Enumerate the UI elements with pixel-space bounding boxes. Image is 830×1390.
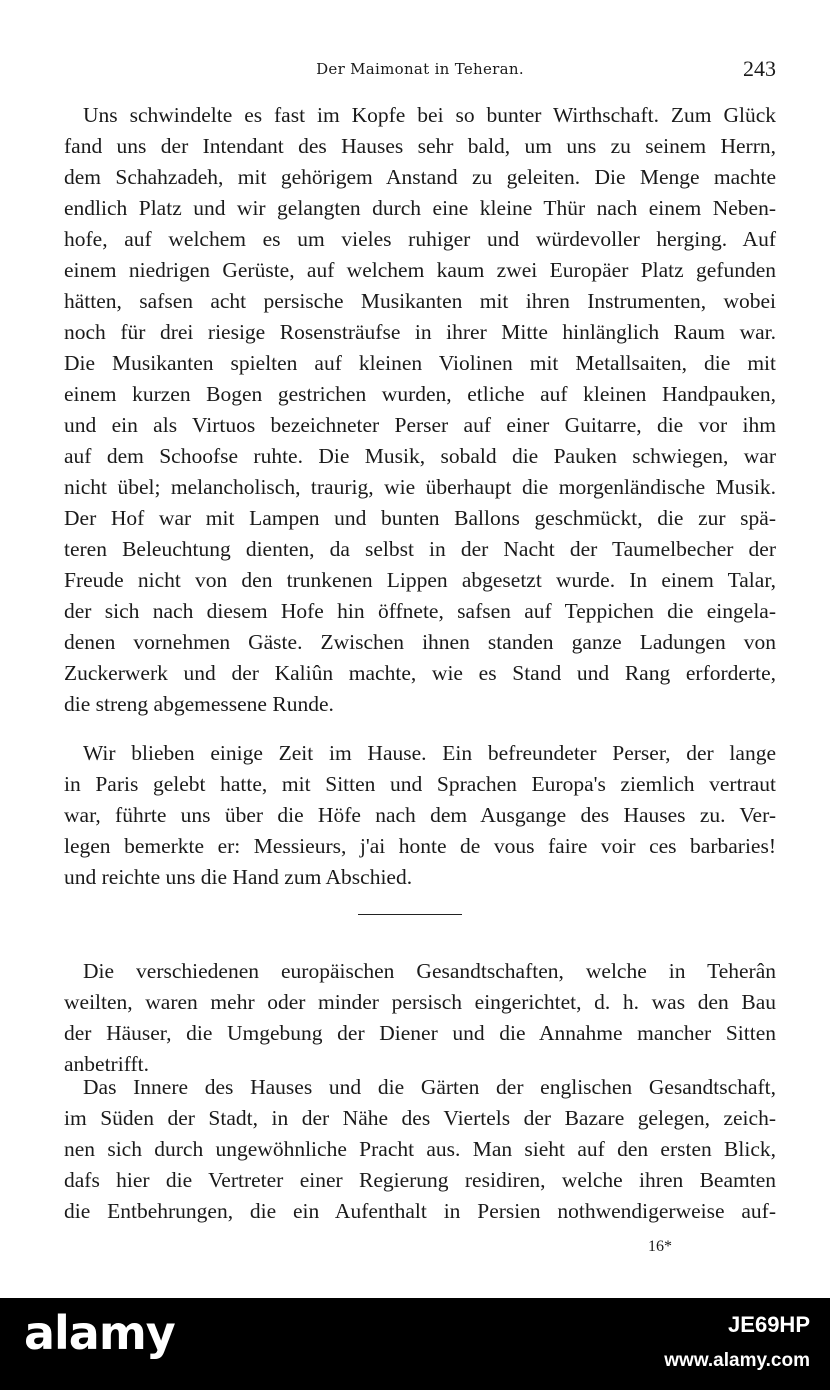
text-line: der Häuser, die Umgebung der Diener und die Annahme mancher Sitten: [64, 1021, 776, 1045]
text-line: einem niedrigen Gerüste, auf welchem kaum zwei Europäer Platz gefunden: [64, 258, 776, 282]
section-separator-rule: [358, 914, 462, 915]
text-line: dem Schahzadeh, mit gehörigem Anstand zu geleiten. Die Menge machte: [64, 165, 776, 189]
watermark-url: www.alamy.com: [664, 1350, 810, 1371]
text-line: Uns schwindelte es fast im Kopfe bei so bunter Wirthschaft. Zum Glück: [83, 103, 776, 127]
paragraph-2: [64, 738, 776, 893]
text-line: dafs hier die Vertreter einer Regierung residiren, welche ihren Beamten: [64, 1168, 776, 1192]
text-line: nicht übel; melancholisch, traurig, wie überhaupt die morgenländische Musik.: [64, 475, 776, 499]
text-line: weilten, waren mehr oder minder persisch eingerichtet, d. h. was den Bau: [64, 990, 776, 1014]
text-line: denen vornehmen Gäste. Zwischen ihnen standen ganze Ladungen von: [64, 630, 776, 654]
text-line: noch für drei riesige Rosensträufse in ihrer Mitte hinlänglich Raum war.: [64, 320, 776, 344]
text-line: anbetrifft.: [64, 1052, 149, 1076]
text-line: Die verschiedenen europäischen Gesandtschaften, welche in Teherân: [83, 959, 776, 983]
text-line: Die Musikanten spielten auf kleinen Violinen mit Metallsaiten, die mit: [64, 351, 776, 375]
text-line: endlich Platz und wir gelangten durch eine kleine Thür nach einem Neben-: [64, 196, 776, 220]
watermark-bar: [0, 1298, 830, 1390]
text-line: und ein als Virtuos bezeichneter Perser auf einer Guitarre, die vor ihm: [64, 413, 776, 437]
text-line: hofe, auf welchem es um vieles ruhiger und würdevoller herging. Auf: [64, 227, 776, 251]
text-line: hätten, safsen acht persische Musikanten mit ihren Instrumenten, wobei: [64, 289, 776, 313]
text-line: die Entbehrungen, die ein Aufenthalt in Persien nothwendigerweise auf-: [64, 1199, 776, 1223]
paragraph-3: [64, 956, 776, 1080]
running-title: Der Maimonat in Teheran.: [316, 60, 524, 78]
text-line: Freude nicht von den trunkenen Lippen abgesetzt wurde. In einem Talar,: [64, 568, 776, 592]
text-line: nen sich durch ungewöhnliche Pracht aus. Man sieht auf den ersten Blick,: [64, 1137, 776, 1161]
text-line: Zuckerwerk und der Kaliûn machte, wie es Stand und Rang erforderte,: [64, 661, 776, 685]
text-line: auf dem Schoofse ruhte. Die Musik, sobald die Pauken schwiegen, war: [64, 444, 776, 468]
text-line: legen bemerkte er: Messieurs, j'ai honte de vous faire voir ces barbaries!: [64, 834, 776, 858]
paragraph-4: [64, 1072, 776, 1227]
text-line: die streng abgemessene Runde.: [64, 692, 334, 716]
running-head: [64, 56, 776, 84]
text-line: Wir blieben einige Zeit im Hause. Ein befreundeter Perser, der lange: [83, 741, 776, 765]
signature-mark: 16*: [648, 1238, 672, 1255]
text-line: Der Hof war mit Lampen und bunten Ballons geschmückt, die zur spä-: [64, 506, 776, 530]
text-line: fand uns der Intendant des Hauses sehr bald, um uns zu seinem Herrn,: [64, 134, 776, 158]
image-id: JE69HP: [728, 1312, 810, 1337]
text-line: in Paris gelebt hatte, mit Sitten und Sprachen Europa's ziemlich vertraut: [64, 772, 776, 796]
text-line: einem kurzen Bogen gestrichen wurden, etliche auf kleinen Handpauken,: [64, 382, 776, 406]
text-line: und reichte uns die Hand zum Abschied.: [64, 865, 413, 889]
alamy-logo: alamy: [24, 1306, 175, 1360]
text-line: war, führte uns über die Höfe nach dem Ausgange des Hauses zu. Ver-: [64, 803, 776, 827]
text-line: Das Innere des Hauses und die Gärten der englischen Gesandtschaft,: [83, 1075, 776, 1099]
paragraph-1: [64, 100, 776, 720]
page-number: 243: [743, 56, 776, 81]
text-line: im Süden der Stadt, in der Nähe des Viertels der Bazare gelegen, zeich-: [64, 1106, 776, 1130]
text-line: der sich nach diesem Hofe hin öffnete, safsen auf Teppichen die eingela-: [64, 599, 776, 623]
text-line: teren Beleuchtung dienten, da selbst in der Nacht der Taumelbecher der: [64, 537, 776, 561]
